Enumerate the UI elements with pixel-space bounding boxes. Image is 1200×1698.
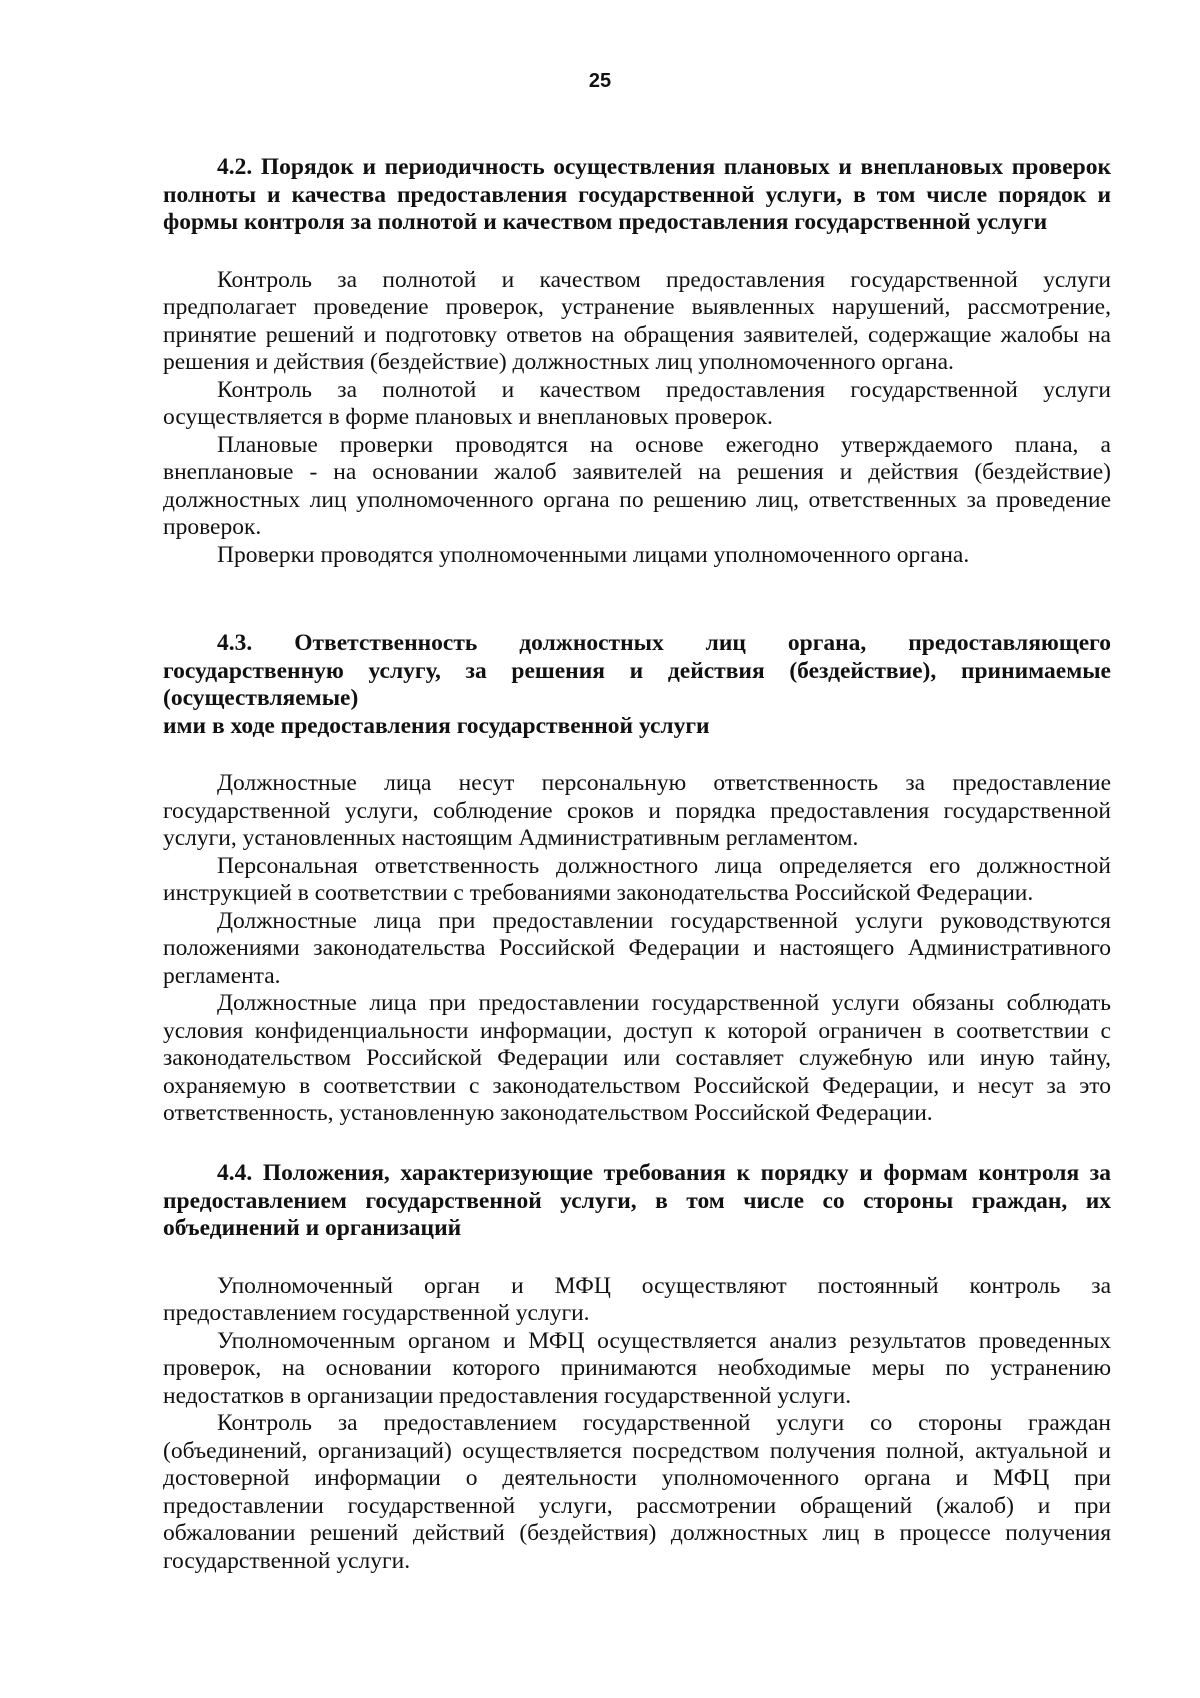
paragraph: Должностные лица несут персональную ответственность за предоставление государственной услуги, соблюдение сроков и порядка предоставления государственной услуги, установленных настоящим Административным регламентом. [163,770,1111,851]
section-heading [163,1160,1111,1243]
paragraph: Уполномоченный орган и МФЦ осуществляют постоянный контроль за предоставлением государственной услуги. [163,1272,1111,1326]
section-heading [163,154,1111,237]
section-heading [163,630,1111,740]
section-body [163,267,1111,570]
paragraph: Должностные лица при предоставлении государственной услуги руководствуются положениями законодательства Российской Федерации и настоящего Административного регламента. [163,907,1111,989]
section-body [163,1273,1111,1576]
paragraph: Персональная ответственность должностного лица определяется его должностной инструкцией в соответствии с требованиями законодательства Российской Федерации. [163,852,1111,906]
section-4-3 [163,630,1111,1128]
section-4-2 [163,154,1111,569]
paragraph: Уполномоченным органом и МФЦ осуществляется анализ результатов проведенных проверок, на основании которого принимаются необходимые меры по устранению недостатков в организации предоставления государственной услуги. [163,1327,1111,1409]
heading-line: 4.4. Положения, характеризующие требования к порядку и формам контроля за предоставлением государственной услуги, в том числе со стороны граждан, их объединений и организаций [163,1160,1111,1241]
section-body [163,770,1111,1128]
heading-line: 4.3. Ответственность должностных лиц органа, предоставляющего государственную услугу, за решения и действия (бездействие), принимаемые (осуществляемые) [163,630,1111,711]
page-number: 25 [588,70,612,92]
paragraph: Контроль за полнотой и качеством предоставления государственной услуги предполагает проведение проверок, устранение выявленных нарушений, рассмотрение, принятие решений и подготовку ответов на обращения заявителей, содержащие жалобы на решения и действия (бездействие) должностных лиц уполномоченного органа. [163,266,1111,375]
paragraph: Контроль за полнотой и качеством предоставления государственной услуги осуществляется в форме плановых и внеплановых проверок. [163,376,1111,430]
paragraph: Проверки проводятся уполномоченными лицами уполномоченного органа. [217,541,970,568]
heading-line: ими в ходе предоставления государственной услуги [163,712,710,739]
section-4-4 [163,1160,1111,1575]
paragraph: Контроль за предоставлением государственной услуги со стороны граждан (объединений, организаций) осуществляется посредством получения полной, актуальной и достоверной информации о деятельности уполномоченного органа и МФЦ при предоставлении государственной услуги, рассмотрении обращений (жалоб) и при обжаловании решений действий (бездействия) должностных лиц в процессе получения государственной услуги. [163,1410,1111,1574]
heading-line: 4.2. Порядок и периодичность осуществления плановых и внеплановых проверок полноты и качества предоставления государственной услуги, в том числе порядок и формы контроля за полнотой и качеством предоставления государственной услуги [163,154,1111,235]
paragraph: Плановые проверки проводятся на основе ежегодно утверждаемого плана, а внеплановые - на основании жалоб заявителей на решения и действия (бездействие) должностных лиц уполномоченного органа по решению лиц, ответственных за проведение проверок. [163,431,1111,540]
paragraph: Должностные лица при предоставлении государственной услуги обязаны соблюдать условия конфиденциальности информации, доступ к которой ограничен в соответствии с законодательством Российской Федерации или составляет служебную или иную тайну, охраняемую в соответствии с законодательством Российской Федерации, и несут за это ответственность, установленную законодательством Российской Федерации. [163,990,1111,1126]
